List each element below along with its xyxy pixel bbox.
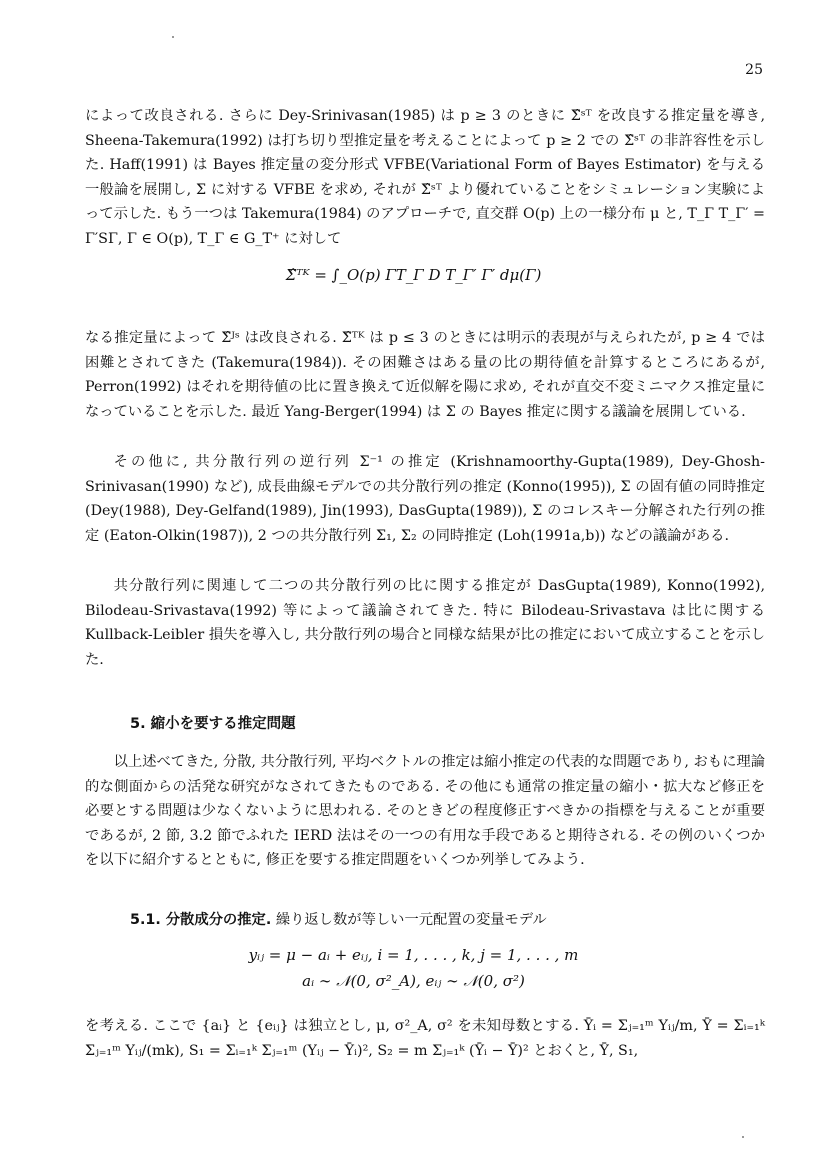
scan-speck: [742, 1136, 744, 1138]
subsection-lead: 繰り返し数が等しい一元配置の変量モデル: [275, 912, 547, 928]
formula-model: yᵢⱼ = μ − aᵢ + eᵢⱼ, i = 1, . . . , k, j = 1, . . . , m: [248, 946, 579, 964]
scan-speck: [172, 36, 174, 38]
page-number: 25: [745, 62, 763, 78]
paragraph-1: によって改良される. さらに Dey-Srinivasan(1985) は p ≥ 3 のときに Σ̂ˢᵀ を改良する推定量を導き, Sheena-Takemura(1992) は打ち切り型推定量を考えることによって p ≥ 2 での Σ̂ˢᵀ の非許容性を示した. Haff(1991) は Bayes 推定量の変分形式 VFBE(Variational Form of Bayes Estimator) を与える一般論を展開し, Σ に対する VFBE を求め, それが Σ̂ˢᵀ より優れていることをシミュレーション実験によって示した. もう一つは Takemura(1984) のアプローチで, 直交群 O(p) 上の一様分布 μ と, T_Γ T_Γ′ = Γ′SΓ, Γ ∈ O(p), T_Γ ∈ G_T⁺ に対して: [85, 108, 765, 247]
section-heading: 5. 縮小を要する推定問題: [130, 716, 296, 732]
paragraph-6: を考える. ここで {aᵢ} と {eᵢⱼ} は独立とし, μ, σ²_A, σ² を未知母数とする. Ȳᵢ = Σⱼ₌₁ᵐ Yᵢⱼ/m, Ȳ = Σᵢ₌₁ᵏ Σⱼ₌₁ᵐ Yᵢⱼ/(mk), S₁ = Σᵢ₌₁ᵏ Σⱼ₌₁ᵐ (Yᵢⱼ − Ȳᵢ)², S₂ = m Σⱼ₌₁ᵏ (Ȳᵢ − Ȳ)² とおくと, Ȳ, S₁,: [85, 1018, 765, 1059]
paragraph-2: なる推定量によって Σ̂ᴶˢ は改良される. Σ̂ᵀᴷ は p ≤ 3 のときには明示的表現が与えられたが, p ≥ 4 では困難とされてきた (Takemura(1984)). その困難さはある量の比の期待値を計算するところにあるが, Perron(1992) はそれを期待値の比に置き換えて近似解を陽に求め, それが直交不変ミニマクス推定量になっていることを示した. 最近 Yang-Berger(1994) は Σ の Bayes 推定に関する議論を展開している.: [85, 330, 765, 420]
paragraph-5: 以上述べてきた, 分散, 共分散行列, 平均ベクトルの推定は縮小推定の代表的な問題であり, おもに理論的な側面からの活発な研究がなされてきたものである. その他にも通常の推定量の縮小・拡大など修正を必要とする問題は少なくないように思われる. そのときどの程度修正すべきかの指標を与えることが重要であるが, 2 節, 3.2 節でふれた IERD 法はその一つの有用な手段であると期待される. その例のいくつかを以下に紹介するとともに, 修正を要する推定問題をいくつか列挙してみよう.: [85, 754, 765, 869]
formula-tk-estimator: Σ̂ᵀᴷ = ∫_O(p) ΓT_Γ D T_Γ′ Γ′ dμ(Γ): [285, 266, 542, 284]
paragraph-3: その他に, 共分散行列の逆行列 Σ⁻¹ の推定 (Krishnamoorthy-Gupta(1989), Dey-Ghosh-Srinivasan(1990) など), 成長曲線モデルでの共分散行列の推定 (Konno(1995)), Σ の固有値の同時推定 (Dey(1988), Dey-Gelfand(1989), Jin(1993), DasGupta(1989)), Σ のコレスキー分解された行列の推定 (Eaton-Olkin(1987)), 2 つの共分散行列 Σ₁, Σ₂ の同時推定 (Loh(1991a,b)) などの議論がある.: [85, 454, 765, 544]
subsection-heading: [130, 909, 547, 929]
formula-distribution: aᵢ ∼ 𝒩(0, σ²_A), eᵢⱼ ∼ 𝒩(0, σ²): [302, 972, 525, 990]
paragraph-4: 共分散行列に関連して二つの共分散行列の比に関する推定が DasGupta(1989), Konno(1992), Bilodeau-Srivastava(1992) 等によって議論されてきた. 特に Bilodeau-Srivastava は比に関する Kullback-Leibler 損失を導入し, 共分散行列の場合と同様な結果が比の推定において成立することを示した.: [85, 578, 765, 668]
subsection-title: 5.1. 分散成分の推定.: [130, 912, 272, 928]
